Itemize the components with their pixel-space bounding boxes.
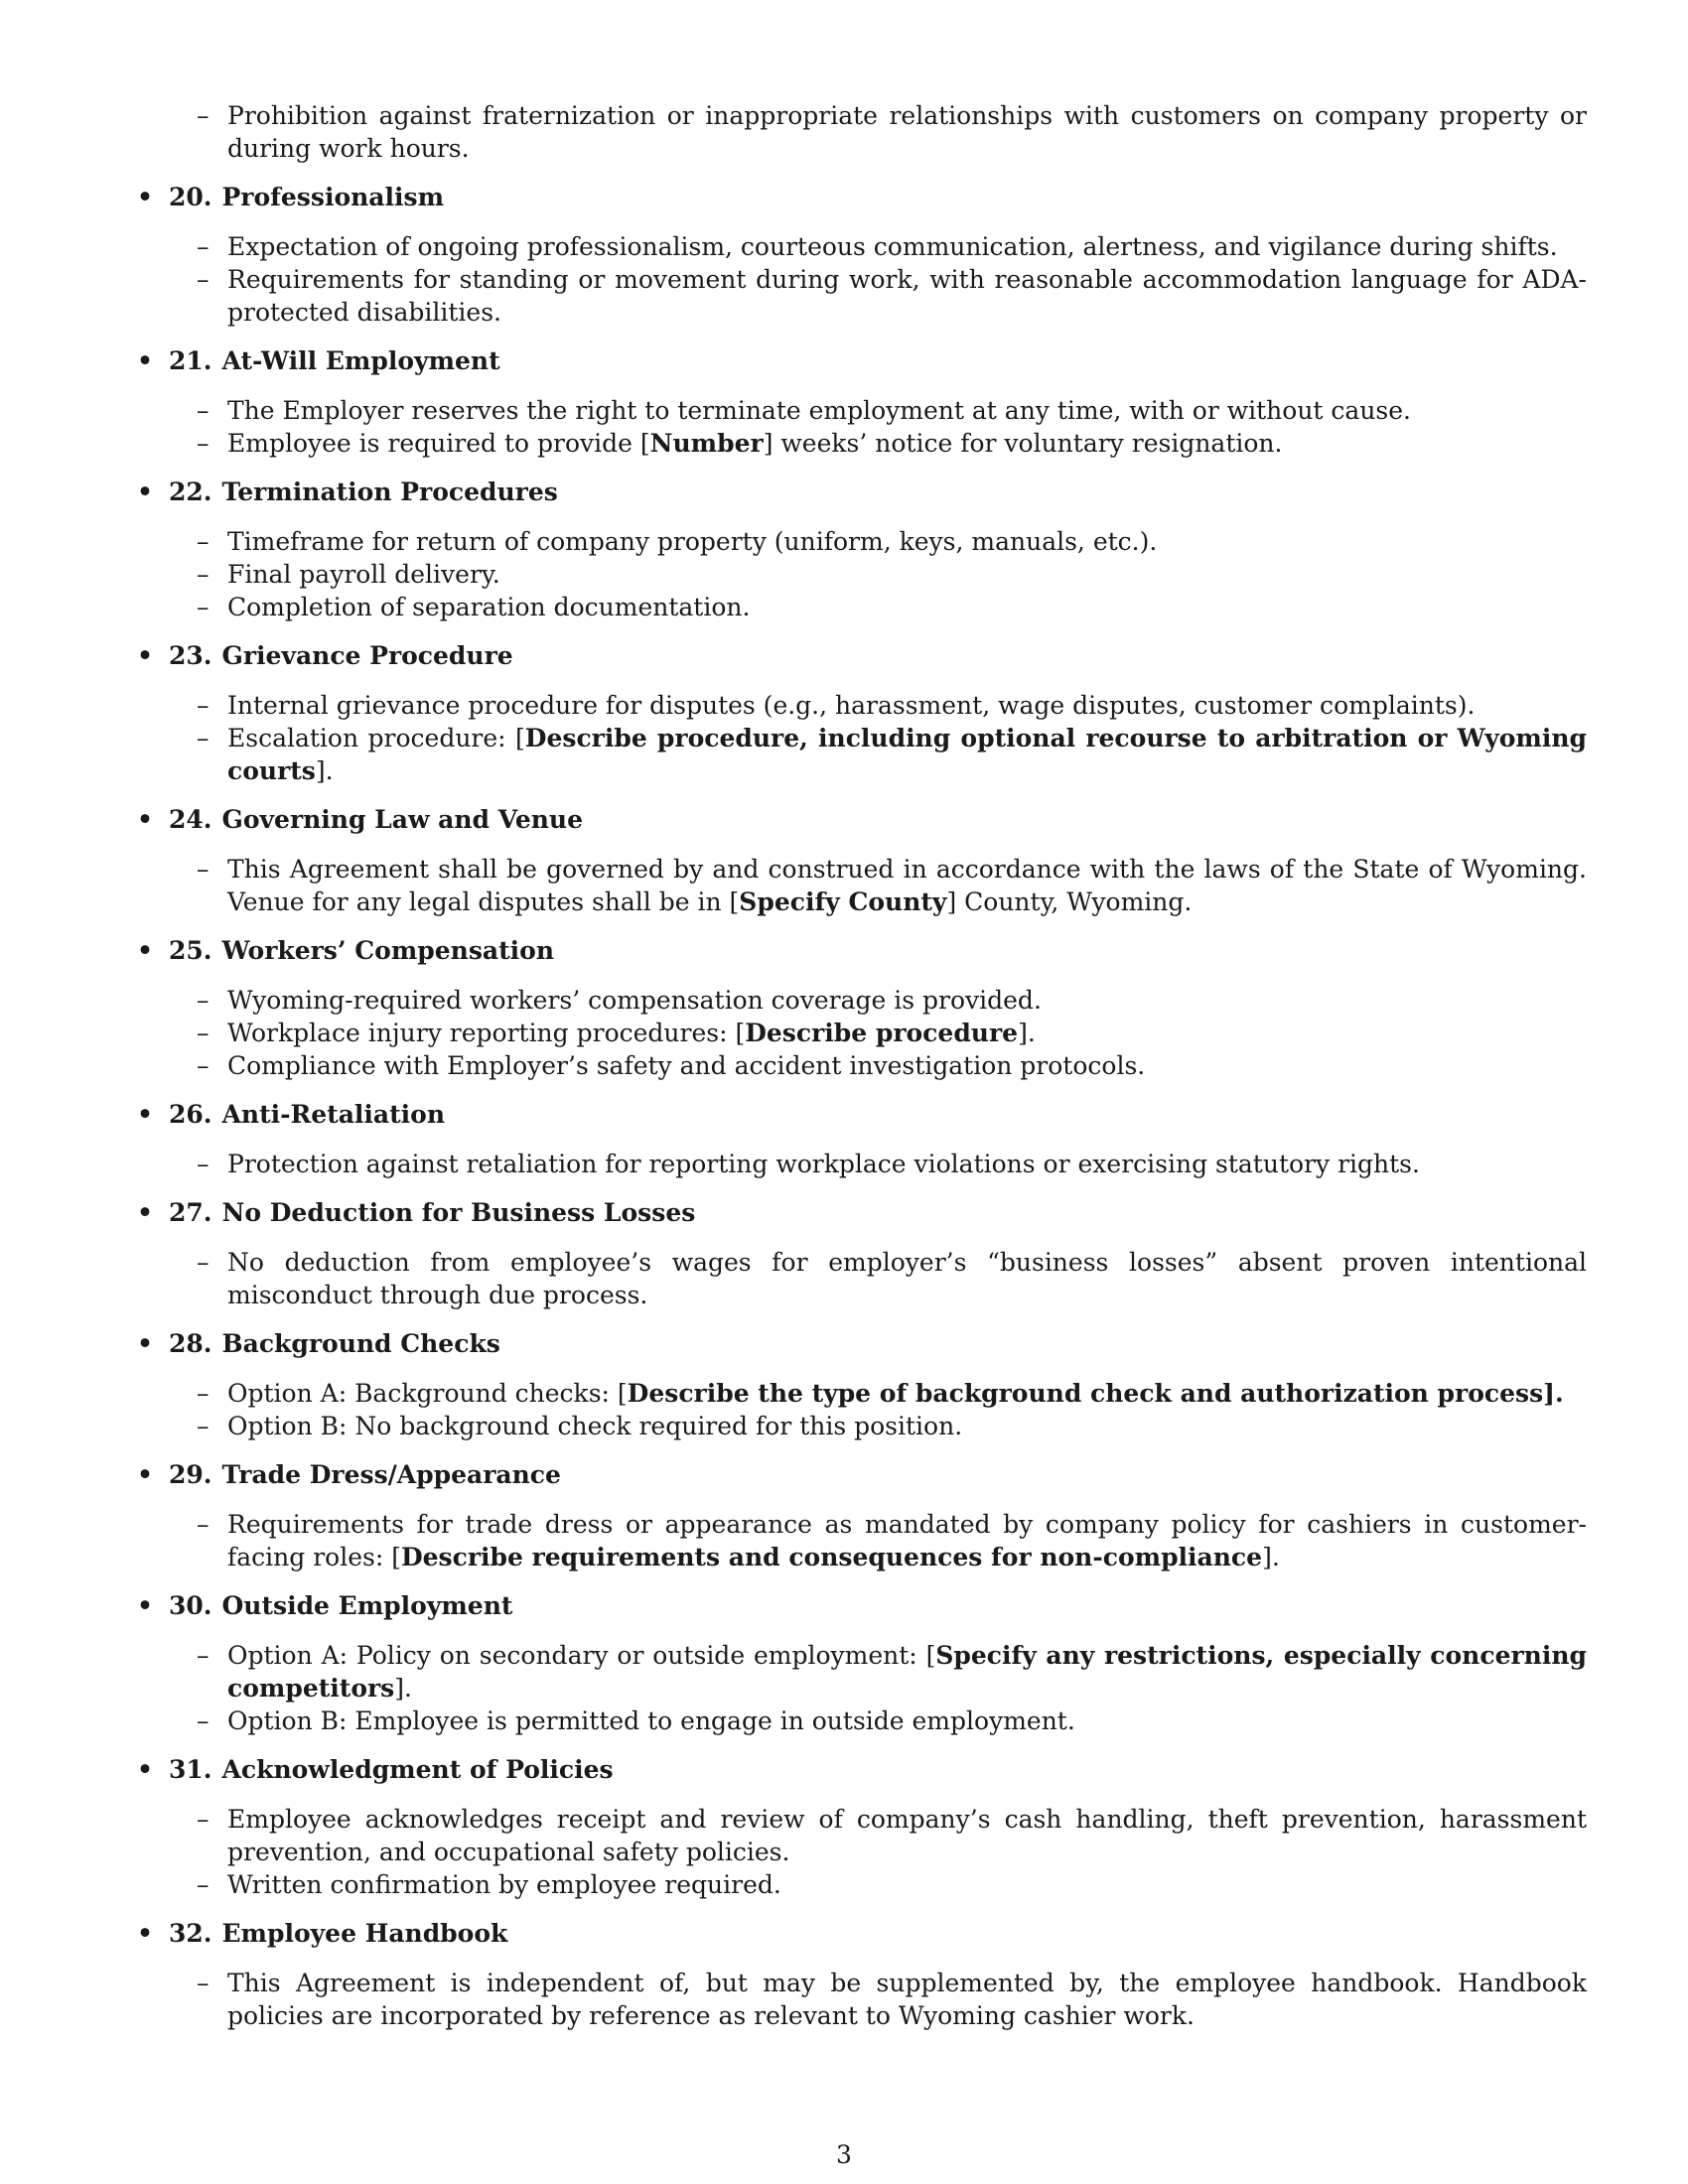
section-20 (137, 181, 1587, 329)
bullet-marker: • (137, 1198, 153, 1227)
sub-item-list (137, 230, 1587, 329)
section-title: Grievance Procedure (221, 641, 513, 670)
section-title: Trade Dress/Appearance (221, 1460, 561, 1489)
list-item (137, 263, 1587, 329)
body-text: Option B: No background check required for this position. (227, 1412, 963, 1440)
section-26 (137, 1098, 1587, 1180)
body-text: Completion of separation documentation. (227, 593, 751, 621)
list-item (137, 984, 1587, 1017)
body-text: Requirements for trade dress or appearance as mandated by company policy for cashiers in customer-facing roles: [ (227, 1510, 1587, 1571)
page-number: 3 (836, 2140, 852, 2169)
bullet-marker: • (137, 346, 153, 375)
list-item (137, 1017, 1587, 1049)
dash-marker: – (197, 1150, 210, 1178)
section-number: 31. (169, 1755, 212, 1784)
list-item (137, 1410, 1587, 1442)
dash-marker: – (197, 855, 210, 884)
section-24 (137, 803, 1587, 918)
section-number: 21. (169, 346, 212, 375)
sub-item-list (137, 1639, 1587, 1737)
section-title: Outside Employment (221, 1591, 513, 1620)
list-item (137, 1868, 1587, 1901)
list-item (137, 427, 1587, 460)
section-title: Acknowledgment of Policies (221, 1755, 614, 1784)
section-30 (137, 1589, 1587, 1737)
body-text: Employee is required to provide [ (227, 429, 650, 458)
section-title: Governing Law and Venue (221, 805, 583, 834)
bullet-marker: • (137, 1329, 153, 1358)
body-text: Employee acknowledges receipt and review of company’s cash handling, theft prevention, harassment prevention, and occupational safety policies. (227, 1805, 1587, 1866)
section-heading (137, 1753, 1587, 1786)
section-23 (137, 639, 1587, 787)
placeholder-text: Describe requirements and consequences for non-compliance (400, 1543, 1263, 1571)
dash-marker: – (197, 1019, 210, 1047)
bullet-marker: • (137, 805, 153, 834)
list-item (137, 1508, 1587, 1573)
section-title: Workers’ Compensation (221, 936, 555, 965)
section-title: Professionalism (221, 183, 445, 211)
section-28 (137, 1327, 1587, 1442)
dash-marker: – (197, 429, 210, 458)
body-text: Compliance with Employer’s safety and accident investigation protocols. (227, 1051, 1146, 1080)
sub-item-list (137, 853, 1587, 918)
section-31 (137, 1753, 1587, 1901)
bullet-marker: • (137, 183, 153, 211)
dash-marker: – (197, 265, 210, 294)
list-item (137, 1148, 1587, 1180)
body-text: ]. (1018, 1019, 1036, 1047)
sub-item-list (137, 394, 1587, 460)
body-text: Option B: Employee is permitted to engage in outside employment. (227, 1706, 1075, 1735)
section-title: Termination Procedures (221, 478, 558, 506)
dash-marker: – (197, 1051, 210, 1080)
body-text: Final payroll delivery. (227, 560, 500, 589)
list-item (137, 1049, 1587, 1082)
body-text: No deduction from employee’s wages for employer’s “business losses” absent proven intentional misconduct through due process. (227, 1248, 1587, 1309)
list-item (137, 689, 1587, 722)
section-25 (137, 934, 1587, 1082)
sub-item-list (137, 1377, 1587, 1442)
body-text: Written confirmation by employee required. (227, 1870, 781, 1899)
document-body (137, 99, 1587, 2032)
bullet-marker: • (137, 641, 153, 670)
dash-marker: – (197, 560, 210, 589)
dash-marker: – (197, 1412, 210, 1440)
dash-marker: – (197, 1969, 210, 1997)
body-text: Escalation procedure: [ (227, 724, 525, 752)
list-item (137, 525, 1587, 558)
section-number: 27. (169, 1198, 212, 1227)
section-number: 29. (169, 1460, 212, 1489)
list-item (137, 1639, 1587, 1705)
body-text: ]. (1262, 1543, 1280, 1571)
list-item (137, 1967, 1587, 2032)
section-heading (137, 934, 1587, 967)
body-text: ]. (394, 1674, 412, 1703)
placeholder-text: Describe the type of background check and authorization process]. (627, 1379, 1564, 1408)
dash-marker: – (197, 101, 210, 130)
section-29 (137, 1458, 1587, 1573)
dash-marker: – (197, 593, 210, 621)
section-heading (137, 639, 1587, 672)
section-heading (137, 181, 1587, 213)
section-title: At-Will Employment (221, 346, 500, 375)
placeholder-text: Describe procedure, including optional recourse to arbitration or Wyoming courts (227, 724, 1587, 785)
sub-item-list (137, 1967, 1587, 2032)
body-text: Expectation of ongoing professionalism, courteous communication, alertness, and vigilance during shifts. (227, 232, 1558, 261)
sub-item-list (137, 1803, 1587, 1901)
section-number: 20. (169, 183, 212, 211)
body-text: ] County, Wyoming. (946, 887, 1193, 916)
list-item (137, 1803, 1587, 1868)
section-heading (137, 1917, 1587, 1950)
body-text: Protection against retaliation for reporting workplace violations or exercising statutory rights. (227, 1150, 1420, 1178)
dash-marker: – (197, 232, 210, 261)
section-heading (137, 1098, 1587, 1131)
section-title: No Deduction for Business Losses (221, 1198, 696, 1227)
body-text: This Agreement is independent of, but may be supplemented by, the employee handbook. Handbook policies are incorporated by reference as relevant to Wyoming cashier work. (227, 1969, 1587, 2030)
body-text: ]. (315, 756, 334, 785)
bullet-marker: • (137, 1100, 153, 1129)
sub-item-list (137, 1148, 1587, 1180)
dash-marker: – (197, 1379, 210, 1408)
section-heading (137, 1196, 1587, 1229)
section-number: 28. (169, 1329, 212, 1358)
placeholder-text: Specify County (739, 887, 947, 916)
section-number: 30. (169, 1591, 212, 1620)
continued-list-item (137, 99, 1587, 165)
bullet-marker: • (137, 478, 153, 506)
sub-item-list (137, 525, 1587, 623)
section-22 (137, 476, 1587, 623)
section-number: 24. (169, 805, 212, 834)
placeholder-text: Describe procedure (745, 1019, 1019, 1047)
body-text: The Employer reserves the right to terminate employment at any time, with or without cause. (227, 396, 1412, 425)
bullet-marker: • (137, 1591, 153, 1620)
dash-marker: – (197, 396, 210, 425)
section-title: Background Checks (221, 1329, 500, 1358)
dash-marker: – (197, 527, 210, 556)
section-number: 25. (169, 936, 212, 965)
list-item (137, 591, 1587, 623)
sub-item-list (137, 1246, 1587, 1311)
list-item (137, 230, 1587, 263)
list-item (137, 1377, 1587, 1410)
body-text: Prohibition against fraternization or inappropriate relationships with customers on company property or during work hours. (227, 101, 1587, 163)
placeholder-text: Specify any restrictions, especially concerning competitors (227, 1641, 1587, 1703)
section-heading (137, 476, 1587, 508)
list-item (137, 1246, 1587, 1311)
section-title: Anti-Retaliation (221, 1100, 446, 1129)
section-number: 22. (169, 478, 212, 506)
dash-marker: – (197, 1510, 210, 1539)
body-text: Option A: Policy on secondary or outside employment: [ (227, 1641, 936, 1670)
bullet-marker: • (137, 1919, 153, 1948)
dash-marker: – (197, 724, 210, 752)
section-32 (137, 1917, 1587, 2032)
bullet-marker: • (137, 936, 153, 965)
body-text: Workplace injury reporting procedures: [ (227, 1019, 746, 1047)
dash-marker: – (197, 1706, 210, 1735)
body-text: Internal grievance procedure for disputes (e.g., harassment, wage disputes, customer complaints). (227, 691, 1476, 720)
section-heading (137, 344, 1587, 377)
dash-marker: – (197, 986, 210, 1015)
section-heading (137, 1327, 1587, 1360)
bullet-marker: • (137, 1460, 153, 1489)
body-text: Wyoming-required workers’ compensation coverage is provided. (227, 986, 1042, 1015)
section-number: 32. (169, 1919, 212, 1948)
section-number: 23. (169, 641, 212, 670)
sub-item-list (137, 984, 1587, 1082)
section-title: Employee Handbook (221, 1919, 508, 1948)
body-text: ] weeks’ notice for voluntary resignation. (763, 429, 1283, 458)
sub-item-list (137, 1508, 1587, 1573)
section-27 (137, 1196, 1587, 1311)
dash-marker: – (197, 1870, 210, 1899)
section-heading (137, 1589, 1587, 1622)
list-item (137, 1705, 1587, 1737)
dash-marker: – (197, 1248, 210, 1277)
sub-item-list (137, 689, 1587, 787)
list-item (137, 394, 1587, 427)
body-text: Option A: Background checks: [ (227, 1379, 628, 1408)
body-text: This Agreement shall be governed by and construed in accordance with the laws of the State of Wyoming. Venue for any legal disputes shall be in [ (227, 855, 1587, 916)
dash-marker: – (197, 691, 210, 720)
section-21 (137, 344, 1587, 460)
placeholder-text: Number (649, 429, 764, 458)
body-text: Requirements for standing or movement during work, with reasonable accommodation language for ADA-protected disabilities. (227, 265, 1587, 327)
list-item (137, 722, 1587, 787)
dash-marker: – (197, 1641, 210, 1670)
section-heading (137, 1458, 1587, 1491)
section-heading (137, 803, 1587, 836)
dash-marker: – (197, 1805, 210, 1834)
list-item (137, 853, 1587, 918)
bullet-marker: • (137, 1755, 153, 1784)
list-item (137, 558, 1587, 591)
body-text: Timeframe for return of company property (uniform, keys, manuals, etc.). (227, 527, 1158, 556)
section-number: 26. (169, 1100, 212, 1129)
